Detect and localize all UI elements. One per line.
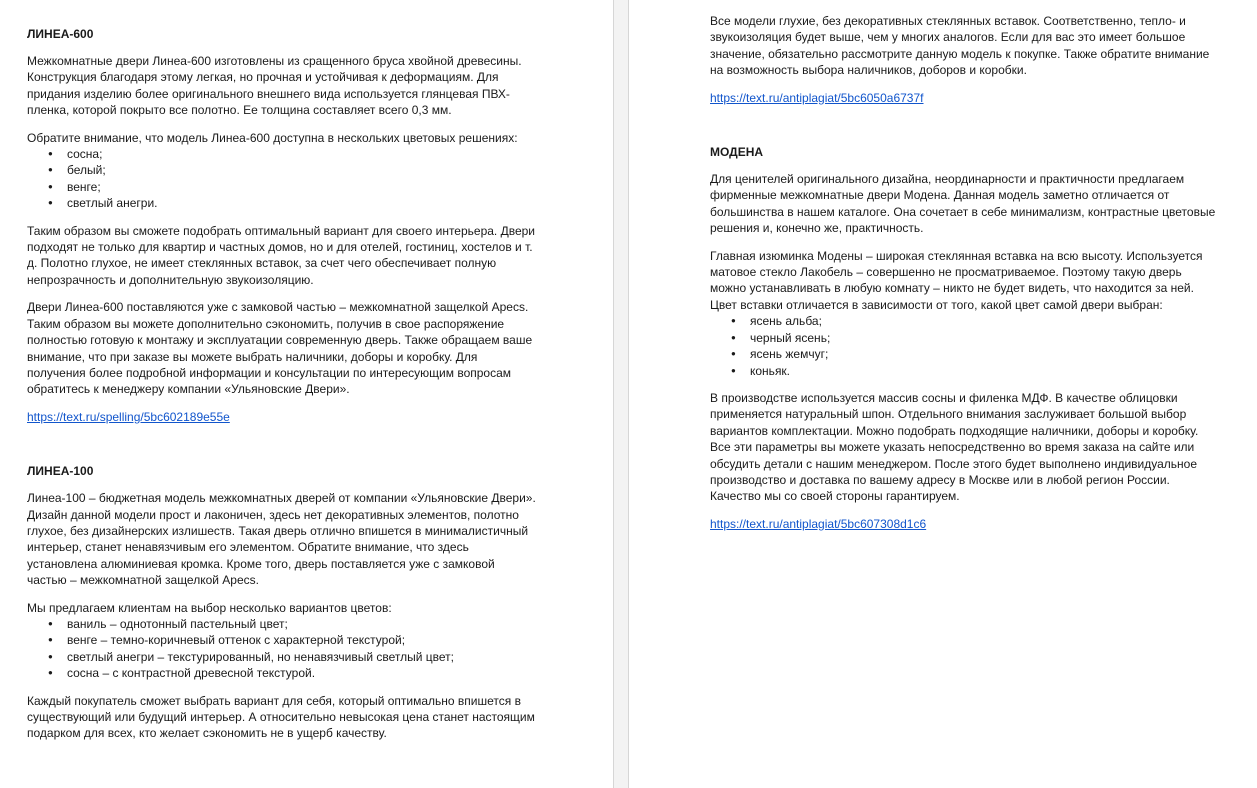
list-item: ● венге; [67,179,537,195]
list-item: ● светлый анегри – текстурированный, но ненавязчивый светлый цвет; [67,649,537,665]
spelling-link[interactable]: https://text.ru/spelling/5bc602189e55e [27,409,230,424]
section-spacer [710,117,1220,144]
list-item: ● венге – темно-коричневый оттенок с характерной текстурой; [67,632,537,648]
paragraph-list-intro: Главная изюминка Модены – широкая стеклянная вставка на всю высоту. Используется матовое стекло Лакобель – совершенно не просматриваемое. Поэтому такую дверь можно устанавливать в любую комнату – никто не будет видеть, что находится за ней. Цвет вставки отличается в зависимости от того, какой цвет самой двери выбран: [710,248,1203,312]
link-paragraph [710,516,1220,532]
page-content [27,26,537,742]
list-item: ● белый; [67,162,537,178]
section-heading-linea-100: ЛИНЕА-100 [27,464,94,479]
paragraph: Все модели глухие, без декоративных стеклянных вставок. Соответственно, тепло- и звукоизоляция будет выше, чем у многих аналогов. Если для вас это имеет большое значение, обязательно рассмотрите данную модель к покупке. Также обратите внимание на возможность выбора наличников, доборов и коробки. [710,14,1210,78]
list-item: ● коньяк. [750,363,1220,379]
list-item: ● ясень альба; [750,313,1220,329]
document-page-left [0,0,613,788]
paragraph: Двери Линеа-600 поставляются уже с замковой частью – межкомнатной защелкой Apecs. Таким образом вы можете дополнительно сэкономить, получив в свое распоряжение полностью готовую к монтажу и эксплуатации современную дверь. Также обращаем ваше внимание, что при заказе вы можете выбрать наличники, доборы и коробку. Для получения более подробной информации и консультации по интересующим вопросам обратитесь к менеджеру компании «Ульяновские Двери». [27,300,533,397]
paragraph: В производстве используется массив сосны и филенка МДФ. В качестве облицовки применяется натуральный шпон. Отдельного внимания заслуживает большой выбор вариантов комплектации. Можно подобрать подходящие наличники, доборы и коробку. Все эти параметры вы можете указать непосредственно во время заказа на сайте или обсудить детали с нашим менеджером. После этого будет выполнено индивидуальное производство и доставка по вашему адресу в Москве или в любой регион России. Качество мы со своей стороны гарантируем. [710,390,1199,504]
paragraph: Для ценителей оригинального дизайна, неординарности и практичности предлагаем фирменные межкомнатные двери Модена. Данная модель заметно отличается от большинства в нашем каталоге. Она сочетает в себе минимализм, контрастные цветовые решения и, конечно же, практичность. [710,172,1216,236]
list-item: ● сосна; [67,146,537,162]
color-list [27,146,537,212]
paragraph: Таким образом вы сможете подобрать оптимальный вариант для своего интерьера. Двери подходят не только для квартир и частных домов, но и для отелей, гостиниц, хостелов и т. д. Полотно глухое, не имеет стеклянных вставок, за счет чего обеспечивает полную непрозрачность и дополнительную звукоизоляцию. [27,223,536,287]
list-item: ● светлый анегри. [67,195,537,211]
section-spacer [27,436,537,463]
list-item: ● черный ясень; [750,330,1220,346]
section-heading-linea-600: ЛИНЕА-600 [27,27,94,41]
paragraph: Линеа-100 – бюджетная модель межкомнатных дверей от компании «Ульяновские Двери». Дизайн данной модели прост и лаконичен, здесь нет декоративных элементов, полотно глухое, без дизайнерских излишеств. Такая дверь отлично впишется в минималистичный интерьер, станет ненавязчивым его элементом. Обратите внимание, что здесь установлена алюминиевая кромка. Кроме того, дверь поставляется уже с замковой частью – межкомнатной защелкой Apecs. [27,491,536,588]
list-item: ● сосна – с контрастной древесной текстурой. [67,665,537,681]
list-item: ● ясень жемчуг; [750,346,1220,362]
link-paragraph [27,409,537,425]
link-paragraph [710,90,1220,106]
antiplagiat-link[interactable]: https://text.ru/antiplagiat/5bc607308d1c6 [710,516,927,531]
page-content [710,13,1220,532]
section-heading-modena: МОДЕНА [710,145,764,160]
color-list [710,313,1220,379]
antiplagiat-link[interactable]: https://text.ru/antiplagiat/5bc6050a6737f [710,90,924,105]
paragraph-list-intro: Мы предлагаем клиентам на выбор несколько вариантов цветов: [27,600,392,615]
list-item: ● ваниль – однотонный пастельный цвет; [67,616,537,632]
paragraph-list-intro: Обратите внимание, что модель Линеа-600 доступна в нескольких цветовых решениях: [27,130,518,145]
paragraph: Межкомнатные двери Линеа-600 изготовлены из сращенного бруса хвойной древесины. Конструкция благодаря этому легкая, но прочная и устойчивая к деформациям. Для придания изделию более оригинального внешнего вида используется глянцевая ПВХ-пленка, которой покрыто все полотно. Ее толщина составляет всего 0,3 мм. [27,54,522,118]
paragraph: Каждый покупатель сможет выбрать вариант для себя, который оптимально впишется в существующий или будущий интерьер. А относительно невысокая цена станет настоящим подарком для всех, кто желает сэкономить не в ущерб качеству. [27,693,535,741]
page-border [613,0,614,788]
color-list [27,616,537,682]
document-page-right [629,0,1257,788]
